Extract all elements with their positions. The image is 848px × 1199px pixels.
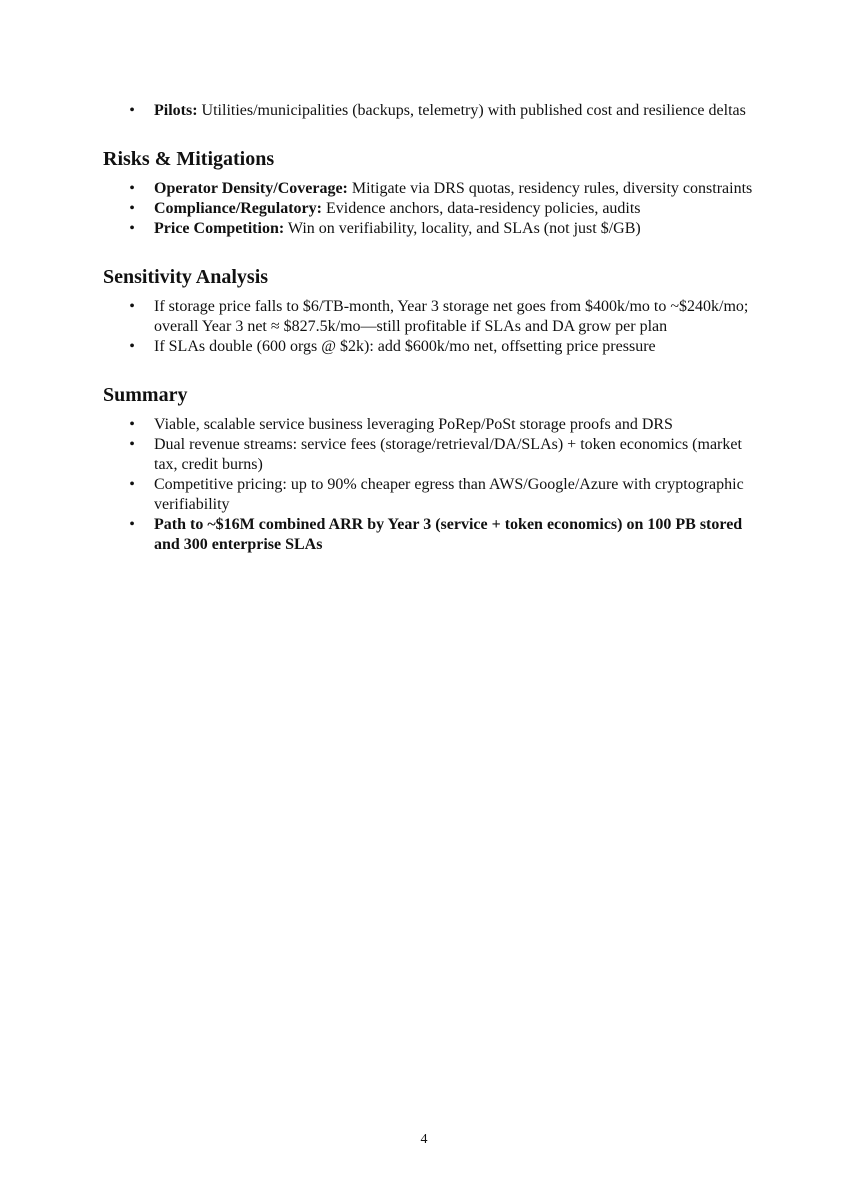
list-item (103, 219, 753, 239)
bullet-marker: • (129, 298, 135, 315)
bullet-marker: • (129, 516, 135, 533)
bullet-text: Viable, scalable service business leveraging PoRep/PoSt storage proofs and DRS (154, 416, 673, 433)
bullet-text: If storage price falls to $6/TB-month, Year 3 storage net goes from $400k/mo to ~$240k/mo; overall Year 3 net ≈ $827.5k/mo—still profitable if SLAs and DA grow per plan (154, 298, 749, 335)
bullet-text: Mitigate via DRS quotas, residency rules, diversity constraints (347, 180, 753, 197)
bullet-marker: • (129, 476, 135, 493)
bullet-marker: • (129, 436, 135, 453)
list-item (103, 179, 753, 199)
list-item (103, 199, 753, 219)
bullet-marker: • (129, 200, 135, 217)
list-item (103, 337, 753, 357)
risks-bullet-list (103, 179, 753, 239)
section-heading-sensitivity: Sensitivity Analysis (103, 266, 269, 288)
bullet-bold-text: Price Competition: (154, 220, 285, 237)
bullet-marker: • (129, 180, 135, 197)
list-item (103, 435, 753, 475)
list-item (103, 297, 753, 337)
list-item (103, 475, 753, 515)
page-number: 4 (420, 1132, 428, 1147)
summary-bullet-list (103, 415, 753, 555)
bullet-text: Dual revenue streams: service fees (storage/retrieval/DA/SLAs) + token economics (market tax, credit burns) (154, 436, 742, 473)
bullet-bold-text: Compliance/Regulatory: (154, 200, 322, 217)
bullet-text: Competitive pricing: up to 90% cheaper egress than AWS/Google/Azure with cryptographic verifiability (154, 476, 744, 513)
section-heading-summary: Summary (103, 384, 188, 406)
page-content (103, 101, 753, 555)
list-item (103, 101, 753, 121)
section-heading-risks: Risks & Mitigations (103, 148, 275, 170)
bullet-text: Evidence anchors, data-residency policies, audits (321, 200, 641, 217)
bullet-marker: • (129, 338, 135, 355)
intro-bullet-list (103, 101, 753, 121)
list-item (103, 415, 753, 435)
sensitivity-bullet-list (103, 297, 753, 357)
bullet-text: If SLAs double (600 orgs @ $2k): add $600k/mo net, offsetting price pressure (154, 338, 656, 355)
list-item (103, 515, 753, 555)
bullet-marker: • (129, 416, 135, 433)
bullet-text: Utilities/municipalities (backups, telemetry) with published cost and resilience deltas (197, 102, 746, 119)
bullet-text: Win on verifiability, locality, and SLAs (not just $/GB) (284, 220, 641, 237)
bullet-bold-text: Pilots: (154, 102, 198, 119)
bullet-marker: • (129, 102, 135, 119)
bullet-bold-text: Path to ~$16M combined ARR by Year 3 (service + token economics) on 100 PB stored and 300 enterprise SLAs (154, 516, 743, 553)
bullet-marker: • (129, 220, 135, 237)
bullet-bold-text: Operator Density/Coverage: (154, 180, 348, 197)
